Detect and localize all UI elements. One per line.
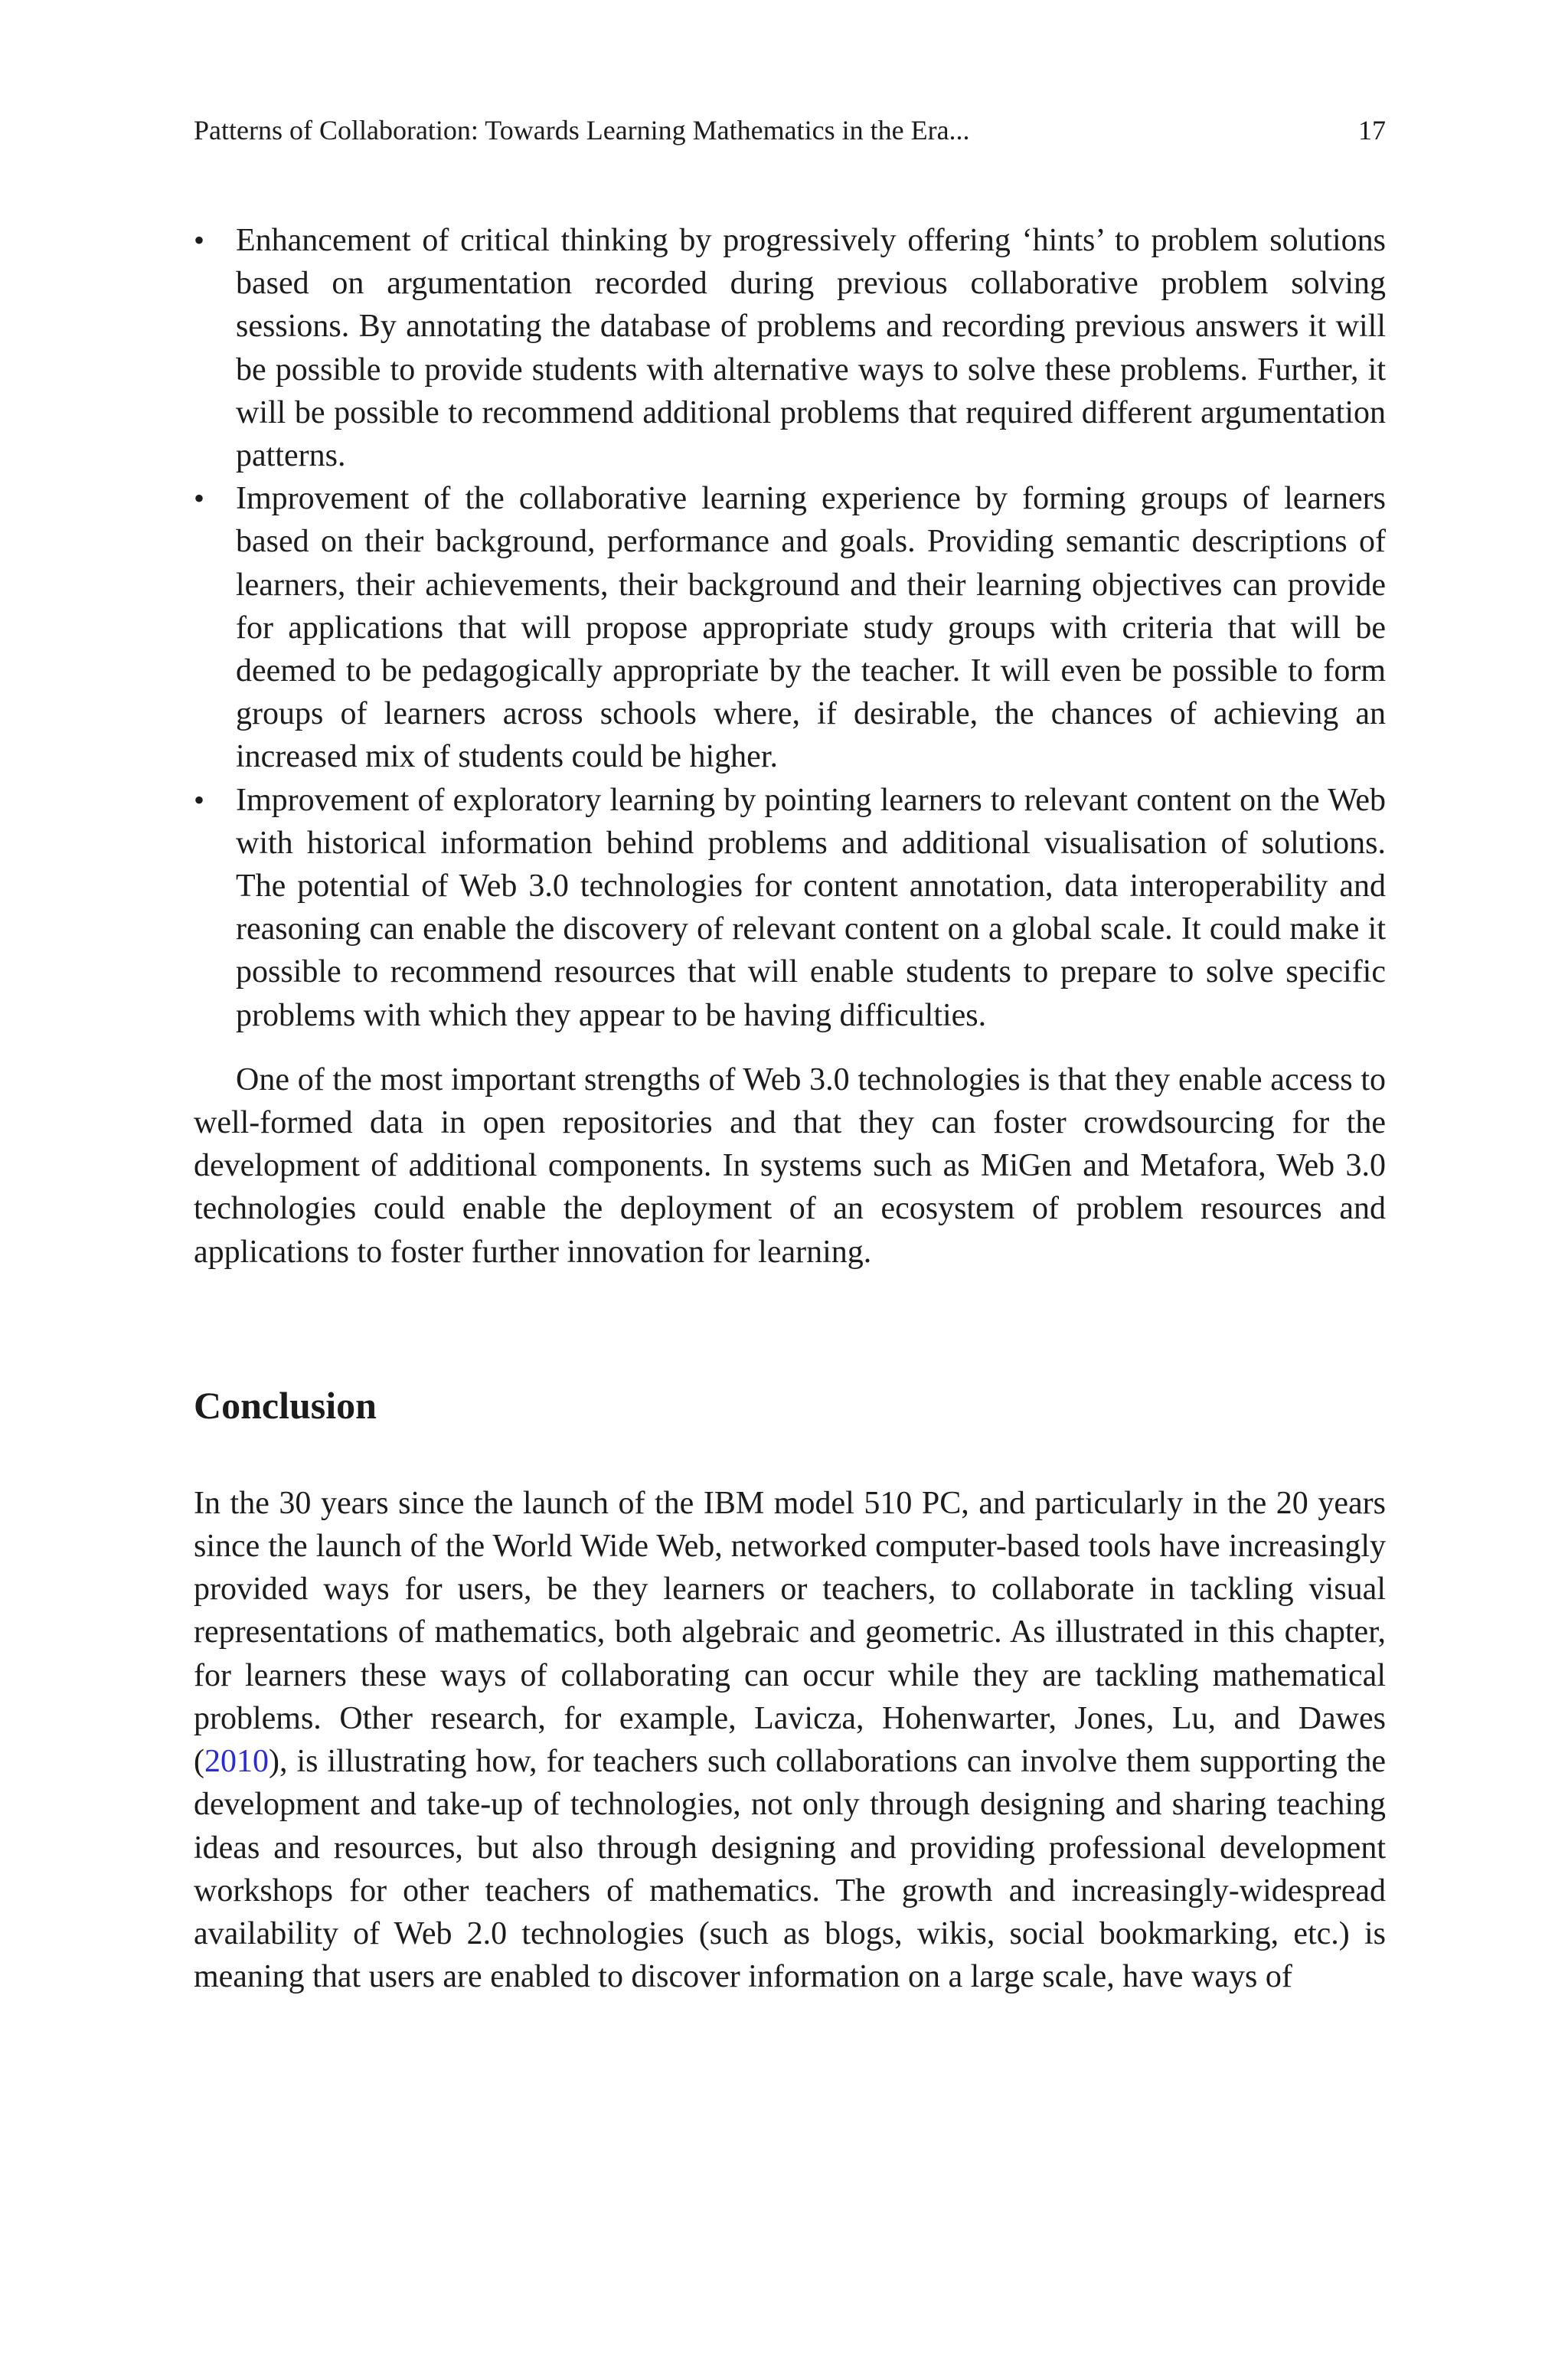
paragraph-conclusion <box>194 1482 1386 1998</box>
running-title: Patterns of Collaboration: Towards Learning Mathematics in the Era... <box>194 115 970 146</box>
bullet-icon: • <box>194 481 205 516</box>
bullet-item-collaborative-learning <box>194 477 1386 778</box>
bullet-text: Enhancement of critical thinking by progressively offering ‘hints’ to problem solutions based on argumentation recorded during previous collaborative problem solving sessions. By annotating the database of problems and recording previous answers it will be possible to provide students with alternative ways to solve these problems. Further, it will be possible to recommend additional problems that required different argumentation patterns. <box>236 223 1386 474</box>
page <box>194 115 1386 1998</box>
section-heading-conclusion: Conclusion <box>194 1383 377 1427</box>
conclusion-text-end: ), is illustrating how, for teachers such collaborations can involve them supporting the development and take-up of technologies, not only through designing and sharing teaching ideas and resources, but also through designing and providing professional development workshops for other teachers of mathematics. The growth and increasingly-widespread availability of Web 2.0 technologies (such as blogs, wikis, social bookmarking, etc.) is meaning that users are enabled to discover information on a large scale, have ways of <box>194 1744 1386 1995</box>
page-number: 17 <box>1358 115 1386 146</box>
conclusion-text-start: In the 30 years since the launch of the IBM model 510 PC, and particularly in the 20 years since the launch of the World Wide Web, networked computer-based tools have increasingly provided ways for users, be they learners or teachers, to collaborate in tackling visual representations of mathematics, both algebraic and geometric. As illustrated in this chapter, for learners these ways of collaborating can occur while they are tackling mathematical problems. Other research, for example, Lavicza, Hohenwarter, Jones, Lu, and Dawes ( <box>194 1485 1386 1780</box>
bullet-text: Improvement of exploratory learning by pointing learners to relevant content on the Web with historical information behind problems and additional visualisation of solutions. The potential of Web 3.0 technologies for content annotation, data interoperability and reasoning can enable the discovery of relevant content on a global scale. It could make it possible to recommend resources that will enable students to prepare to solve specific problems with which they appear to be having difficulties. <box>236 782 1386 1033</box>
bullet-icon: • <box>194 223 205 257</box>
bullet-item-critical-thinking <box>194 219 1386 477</box>
bullet-icon: • <box>194 782 205 817</box>
bullet-item-exploratory-learning <box>194 779 1386 1037</box>
citation-link-2010[interactable]: 2010 <box>204 1744 269 1780</box>
bullet-text: Improvement of the collaborative learning experience by forming groups of learners based on their background, performance and goals. Providing semantic descriptions of learners, their achievements, their background and their learning objectives can provide for applications that will propose appropriate study groups with criteria that will be deemed to be pedagogically appropriate by the teacher. It will even be possible to form groups of learners across schools where, if desirable, the chances of achieving an increased mix of students could be higher. <box>236 481 1386 775</box>
bullet-list <box>194 219 1386 1037</box>
paragraph-web3-strengths: One of the most important strengths of Web 3.0 technologies is that they enable access to well-formed data in open repositories and that they can foster crowdsourcing for the development of additional components. In systems such as MiGen and Metafora, Web 3.0 technologies could enable the deployment of an ecosystem of problem resources and applications to foster further innovation for learning. <box>194 1061 1386 1270</box>
running-header <box>194 115 1386 146</box>
